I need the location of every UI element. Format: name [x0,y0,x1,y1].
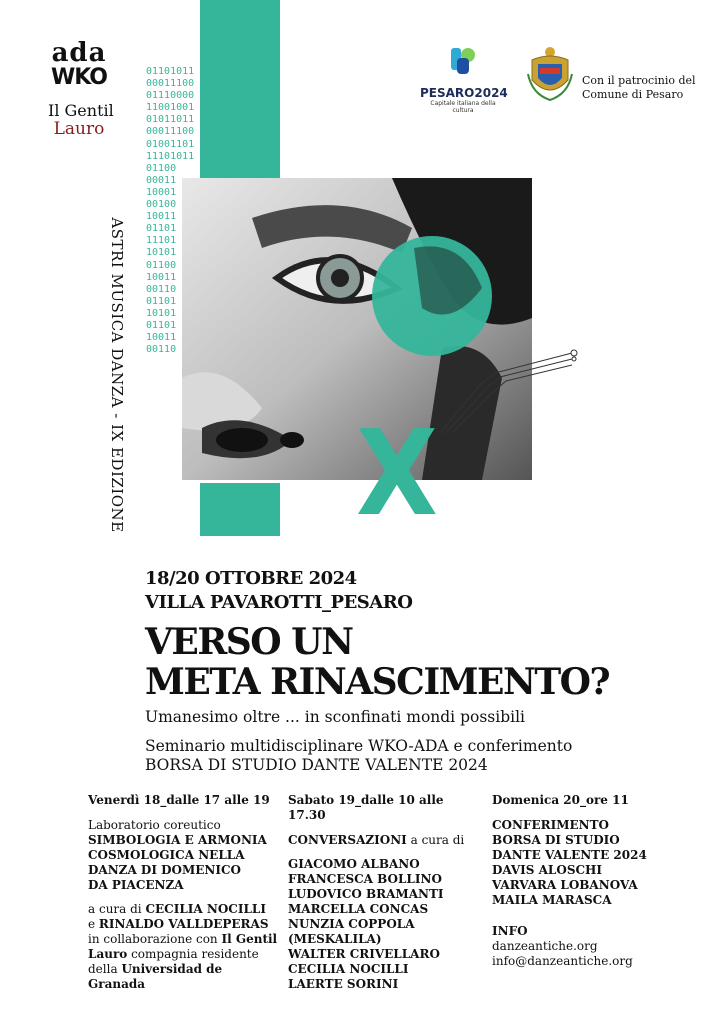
collab-resident: compagnia residente [127,947,259,961]
sunday-item: VARVARA LOBANOVA [492,878,638,892]
speakers-list [288,857,478,992]
comune-crest-icon [526,44,574,102]
sunday-column [492,793,682,969]
info-label: INFO [492,924,528,938]
pesaro2024-sub: Capitale italiana della cultura [430,100,496,114]
collab-name: Il Gentil Lauro [88,932,278,961]
event-date: 18/20 OTTOBRE 2024 [145,568,357,589]
friday-univ [88,962,278,992]
saturday-column [288,793,478,992]
edition-vertical-text [102,210,132,540]
seminar-line1: Seminario multidisciplinare WKO-ADA e conferimento [145,737,573,755]
speaker-name: WALTER CRIVELLARO [288,947,440,961]
cura-name1: CECILIA NOCILLI [145,902,266,916]
sunday-item: DANTE VALENTE 2024 [492,848,647,862]
patron-line1: Con il patrocinio del [582,74,696,87]
univ-name: Universidad de Granada [88,962,223,991]
patron-line2: Comune di Pesaro [582,88,684,101]
patronage-text [582,74,696,102]
saturday-heading: Sabato 19_dalle 10 alle 17.30 [288,793,444,822]
friday-cura [88,902,278,917]
speaker-name: LUDOVICO BRAMANTI [288,887,444,901]
speaker-name: LAERTE SORINI [288,977,399,991]
edition-vertical-label: ASTRI MUSICA DANZA - IX EDIZIONE [108,217,126,533]
speaker-name: CECILIA NOCILLI [288,962,409,976]
speaker-name: FRANCESCA BOLLINO [288,872,442,886]
friday-intro: Laboratorio coreutico [88,818,221,832]
univ-prefix: della [88,962,122,976]
conversations-line [288,833,478,848]
friday-collab [88,932,278,962]
friday-heading: Venerdì 18_dalle 17 alle 19 [88,793,270,807]
conversations-rest: a cura di [406,833,465,847]
event-subtitle: Umanesimo oltre ... in sconfinati mondi possibili [145,708,525,726]
speaker-name: GIACOMO ALBANO [288,857,420,871]
sunday-items [492,818,682,908]
friday-cura2 [88,917,278,932]
sunday-item: BORSA DI STUDIO [492,833,620,847]
bottom-teal-bar [200,483,280,536]
gentil-lauro-line2: Lauro [53,119,105,139]
speaker-name: MARCELLA CONCAS [288,902,429,916]
pesaro2024-mark-icon [443,46,483,80]
cura-prefix: a cura di [88,902,146,916]
event-venue: VILLA PAVAROTTI_PESARO [145,592,413,613]
sunday-item: MAILA MARASCA [492,893,612,907]
cura-name2: RINALDO VALLDEPERAS [98,917,269,931]
event-title-line2: META RINASCIMENTO? [145,661,610,703]
info-email[interactable]: info@danzeantiche.org [492,954,633,968]
workshop-title-line: COSMOLOGICA NELLA [88,848,245,862]
friday-column [88,793,278,992]
ada-logo-text: ada [51,38,107,68]
wko-logo-text: WKO [50,65,108,90]
pesaro2024-logo [420,46,506,114]
cura-and: e [88,917,99,931]
pesaro2024-name: PESARO2024 [420,86,508,100]
ada-wko-logo [48,38,114,139]
top-teal-bar [200,0,280,178]
binary-code-column: 01101011 00011100 01110000 11001001 01011011 00011100 01001101 11101011 01100 00011 10001 00100 10011 01101 11101 10101 01100 10011 00110 01101 10101 01101 10011 00110 [146,66,195,356]
seminar-line2: BORSA DI STUDIO DANTE VALENTE 2024 [145,756,488,774]
workshop-title-line: DANZA DI DOMENICO [88,863,242,877]
info-website[interactable]: danzeantiche.org [492,939,598,953]
circuit-lines-icon [440,345,580,435]
conversations-bold: CONVERSAZIONI [288,833,407,847]
sunday-heading: Domenica 20_ore 11 [492,793,629,807]
workshop-title-line: SIMBOLOGIA E ARMONIA [88,833,267,847]
speaker-name: NUNZIA COPPOLA [288,917,415,931]
speaker-name: (MESKALILA) [288,932,382,946]
sunday-item: CONFERIMENTO [492,818,610,832]
gentil-lauro-line1: Il Gentil [48,101,114,120]
collab-prefix: in collaborazione con [88,932,222,946]
workshop-title [88,833,278,893]
sunday-item: DAVIS ALOSCHI [492,863,602,877]
edition-x-mark: X [356,404,433,542]
event-title-line1: VERSO UN [145,621,353,663]
workshop-title-line: DA PIACENZA [88,878,184,892]
